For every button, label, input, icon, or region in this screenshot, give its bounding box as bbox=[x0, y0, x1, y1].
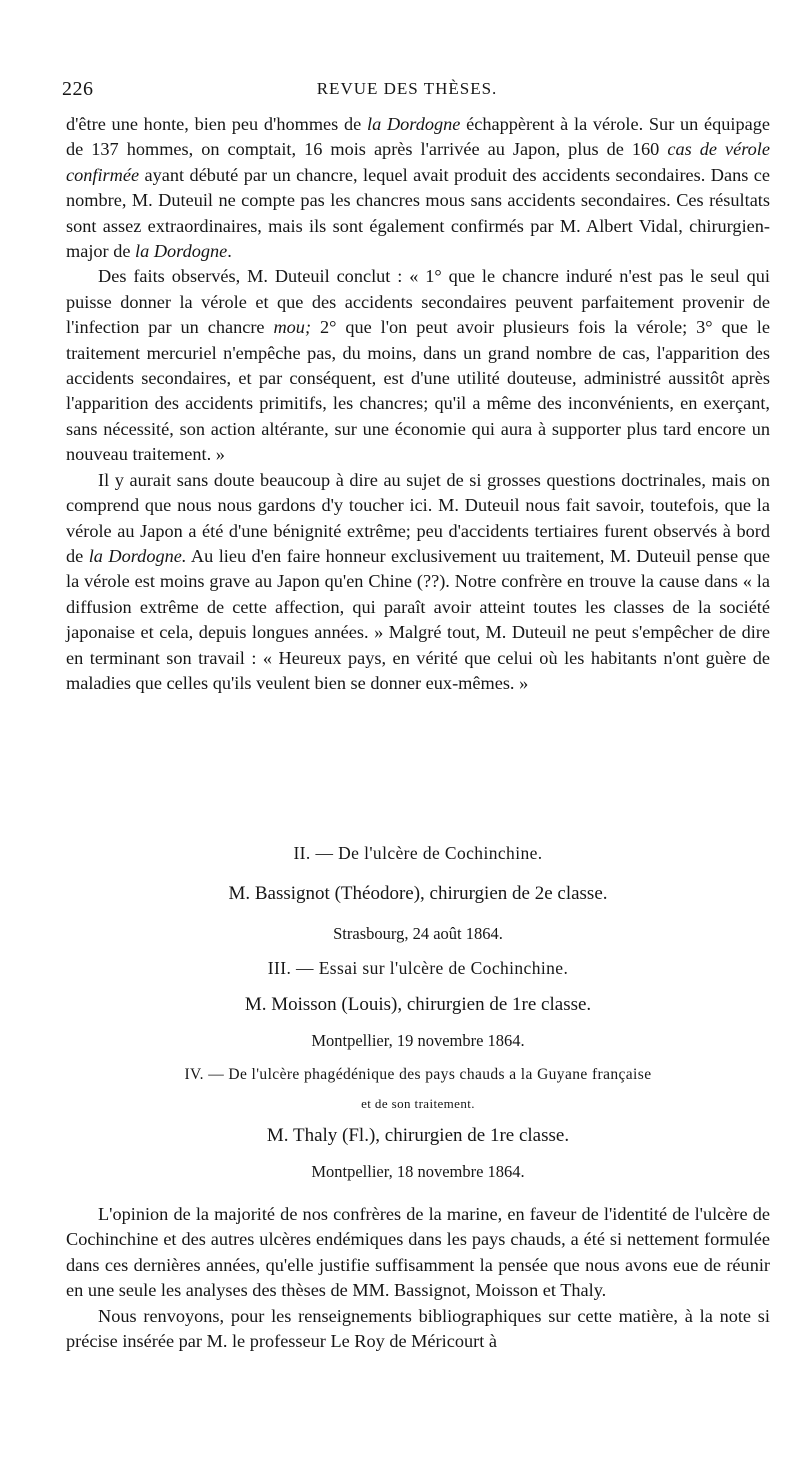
thesis-author-thaly: M. Thaly (Fl.), chirurgien de 1re classe. bbox=[266, 1125, 570, 1146]
thesis-author-moisson: M. Moisson (Louis), chirurgien de 1re classe. bbox=[244, 994, 592, 1015]
paragraph: d'être une honte, bien peu d'hommes de la Dordogne échappèrent à la vérole. Sur un équipage de 137 hommes, on comptait, 16 mois après l'arrivée au Japon, plus de 160 cas de vérole confirmée ayant débuté par un chancre, lequel avait produit des accidents secondaires. Dans ce nombre, M. Duteuil ne compte pas les chancres mous sans accidents secondaires. Ces résultats sont assez extraordinaires, mais ils sont également confirmés par M. Albert Vidal, chirurgien-major de la Dordogne. bbox=[66, 114, 770, 262]
thesis-heading-iii: III. — Essai sur l'ulcère de Cochinchine. bbox=[267, 958, 569, 978]
paragraph: L'opinion de la majorité de nos confrères de la marine, en faveur de l'identité de l'ulcère de Cochinchine et des autres ulcères endémiques dans les pays chauds, a été si nettement formulée dans ces dernières années, qu'elle justifie suffisamment la pensée que nous avons eue de réunir en une seule les analyses des thèses de MM. Bassignot, Moisson et Thaly. bbox=[66, 1204, 770, 1301]
paragraph: Nous renvoyons, pour les renseignements bibliographiques sur cette matière, à la note si précise insérée par M. le professeur Le Roy de Méricourt à bbox=[66, 1305, 770, 1352]
paragraph: Il y aurait sans doute beaucoup à dire au sujet de si grosses questions doctrinales, mais on comprend que nous nous gardons d'y toucher ici. M. Duteuil nous fait savoir, toutefois, que la vérole au Japon a été d'une bénignité extrême; peu d'accidents tertiaires furent observés à bord de la Dordogne. Au lieu d'en faire honneur exclusivement uu traitement, M. Duteuil pense que la vérole est moins grave au Japon qu'en Chine (??). Notre confrère en trouve la cause dans « la diffusion extrême de cette affection, qui paraît avoir atteint toutes les classes de la société japonaise et cela, depuis longues années. » Malgré tout, M. Duteuil ne peut s'empêcher de dire en terminant son travail : « Heureux pays, en vérité que celui où les habitants n'ont guère de maladies que celles qu'ils veulent bien se donner eux-mêmes. » bbox=[66, 469, 770, 693]
thesis-heading-iv-line2: et de son traitement. bbox=[361, 1096, 475, 1111]
thesis-heading-ii: II. — De l'ulcère de Cochinchine. bbox=[293, 843, 543, 863]
thesis-place-date: Montpellier, 18 novembre 1864. bbox=[311, 1162, 525, 1181]
thesis-heading-iv: IV. — De l'ulcère phagédénique des pays chauds a la Guyane française bbox=[184, 1066, 652, 1083]
page-number: 226 bbox=[62, 78, 94, 100]
thesis-author-bassignot: M. Bassignot (Théodore), chirurgien de 2e classe. bbox=[228, 883, 608, 904]
page-header bbox=[62, 78, 752, 108]
thesis-place-date: Strasbourg, 24 août 1864. bbox=[333, 924, 503, 943]
thesis-place-date: Montpellier, 19 novembre 1864. bbox=[311, 1031, 525, 1050]
running-title: REVUE DES THÈSES. bbox=[316, 79, 498, 98]
section-ulcere-text bbox=[66, 1202, 770, 1354]
section-duteuil-text bbox=[66, 112, 770, 696]
paragraph: Des faits observés, M. Duteuil conclut : « 1° que le chancre induré n'est pas le seul qui puisse donner la vérole et que des accidents secondaires peuvent parfaitement provenir de l'infection par un chancre mou; 2° que l'on peut avoir plusieurs fois la vérole; 3° que le traitement mercuriel n'empêche pas, du moins, dans un grand nombre de cas, l'apparition des accidents secondaires, et par conséquent, est d'une utilité douteuse, administré aussitôt après l'apparition des accidents primitifs, les chancres; qu'il a même des inconvénients, en exerçant, sans nécessité, son action altérante, sur une économie qui aura à supporter plus tard encore un nouveau traitement. » bbox=[66, 266, 770, 465]
